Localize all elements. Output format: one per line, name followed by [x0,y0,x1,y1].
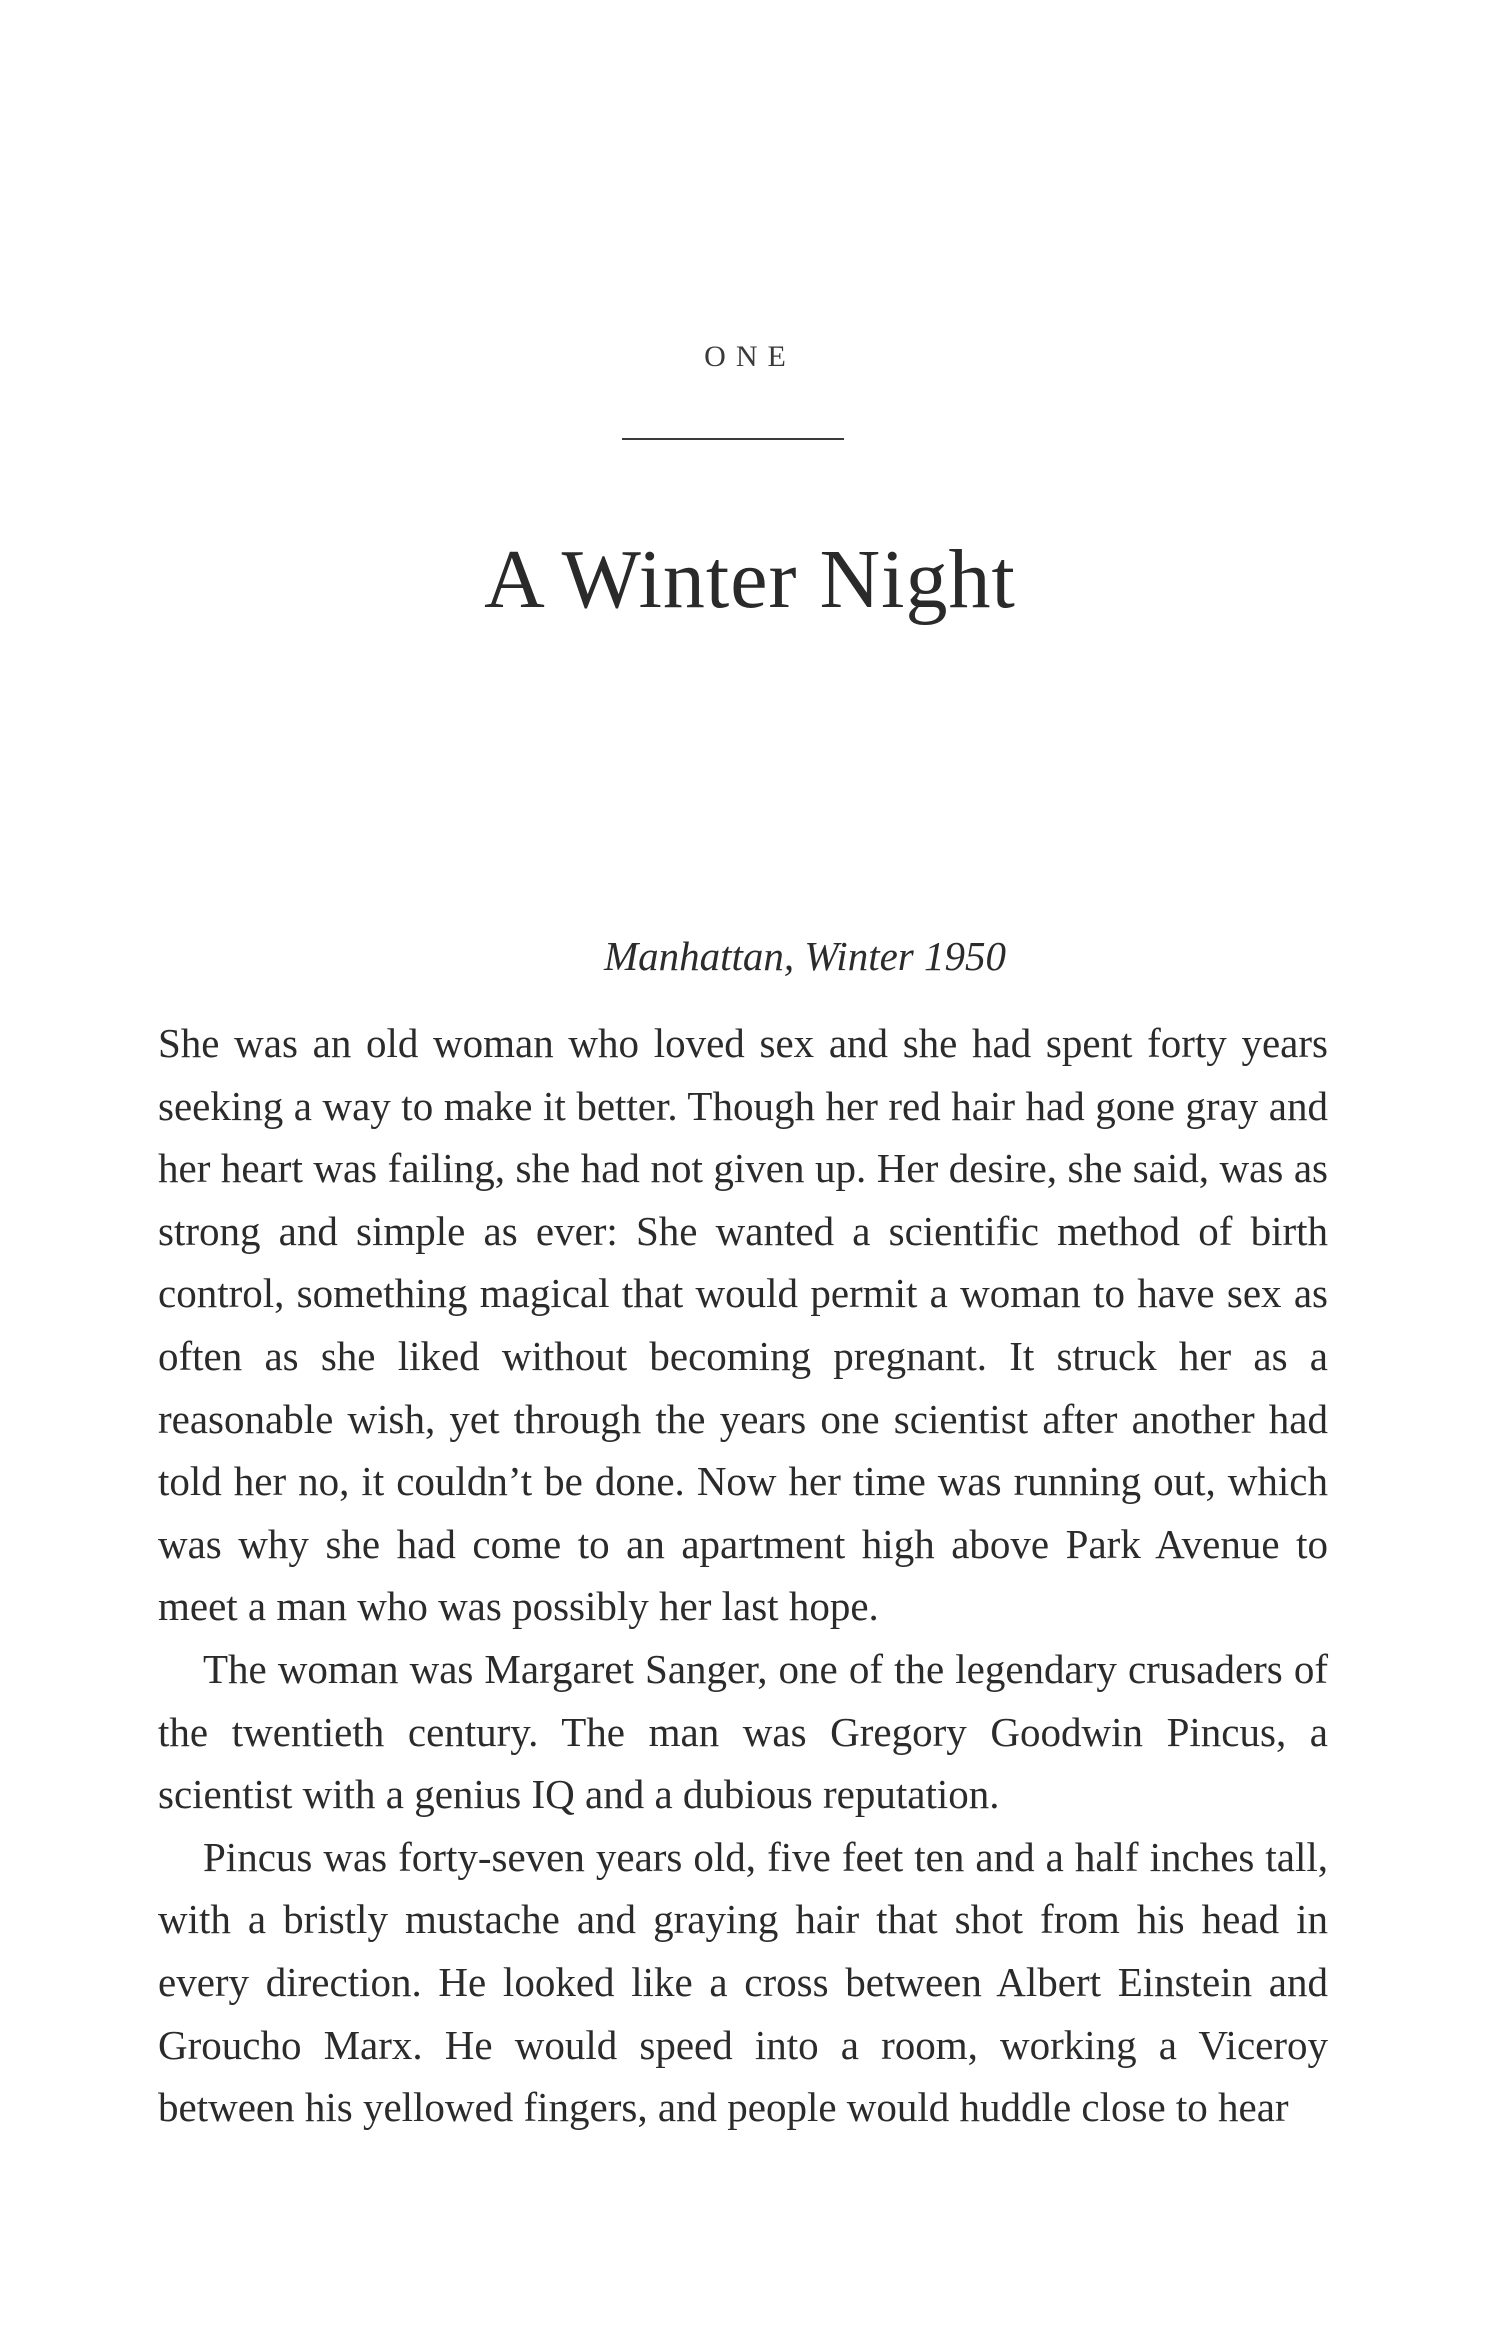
chapter-number: ONE [704,340,796,373]
chapter-divider-rule [622,438,844,440]
dateline: Manhattan, Winter 1950 [603,933,1006,979]
paragraph-1: She was an old woman who loved sex and she had spent forty years seeking a way to make it better. Though her red hair had gone gray and her heart was failing, she had not given up. Her desire, she said, was as strong and simple as ever: She wanted a scientific method of birth control, something magical that would permit a woman to have sex as often as she liked without becoming pregnant. It struck her as a reasonable wish, yet through the years one scientist after another had told her no, it couldn’t be done. Now her time was running out, which was why she had come to an apartment high above Park Avenue to meet a man who was possibly her last hope. [158,1020,1328,1630]
paragraph-2: The woman was Margaret Sanger, one of the legendary crusaders of the twentieth century. The man was Gregory Goodwin Pincus, a scientist with a genius IQ and a dubious reputation. [158,1645,1328,1818]
chapter-body [158,1012,1328,2139]
chapter-title: A Winter Night [484,533,1016,626]
paragraph-3: Pincus was forty-seven years old, five feet ten and a half inches tall, with a bristly mustache and graying hair that shot from his head in every direction. He looked like a cross between Albert Einstein and Groucho Marx. He would speed into a room, working a Viceroy between his yellowed fingers, and people would huddle close to hear [158,1833,1328,2131]
